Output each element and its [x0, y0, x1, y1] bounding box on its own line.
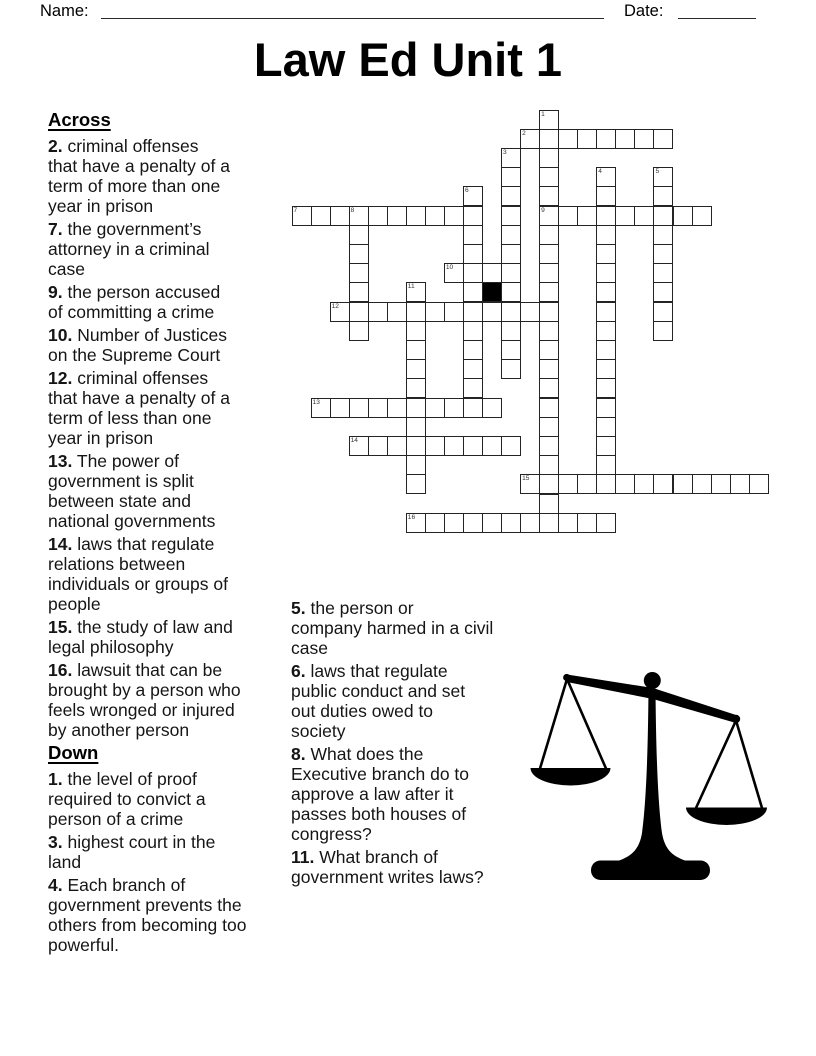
grid-cell[interactable] — [406, 206, 426, 226]
grid-cell[interactable] — [463, 244, 483, 264]
clue-number: 4. — [48, 875, 63, 895]
scales-right-pan — [686, 808, 767, 826]
clue-line: attorney in a criminal — [48, 239, 210, 259]
grid-cell[interactable] — [292, 206, 312, 226]
grid-cell[interactable] — [692, 474, 712, 494]
grid-cell[interactable] — [539, 110, 559, 130]
grid-cell[interactable] — [501, 206, 521, 226]
grid-cell[interactable] — [501, 263, 521, 283]
grid-cell[interactable] — [539, 302, 559, 322]
grid-cell[interactable] — [653, 129, 673, 149]
grid-cell[interactable] — [539, 148, 559, 168]
clue-line: 3. highest court in the — [48, 832, 216, 852]
grid-cell[interactable] — [539, 494, 559, 514]
clue-line: case — [48, 259, 85, 279]
cell-number: 3 — [503, 148, 507, 156]
clue-number: 3. — [48, 832, 63, 852]
grid-cell[interactable] — [596, 186, 616, 206]
grid-cell[interactable] — [425, 206, 445, 226]
grid-cell[interactable] — [558, 513, 578, 533]
down-heading: Down — [48, 742, 99, 763]
scales-left-pan — [531, 768, 611, 786]
clue-across-13 — [48, 451, 286, 531]
grid-cell[interactable] — [558, 474, 578, 494]
scales-base — [591, 861, 710, 881]
grid-cell[interactable] — [463, 359, 483, 379]
grid-cell[interactable] — [463, 206, 483, 226]
grid-cell[interactable] — [406, 513, 426, 533]
clue-line: on the Supreme Court — [48, 345, 221, 365]
grid-cell[interactable] — [653, 302, 673, 322]
grid-cell[interactable] — [349, 282, 369, 302]
grid-cell[interactable] — [596, 436, 616, 456]
grid-cell[interactable] — [653, 186, 673, 206]
grid-cell[interactable] — [596, 167, 616, 187]
grid-cell[interactable] — [634, 474, 654, 494]
clue-line: between state and — [48, 491, 192, 511]
grid-cell[interactable] — [463, 186, 483, 206]
clue-line: case — [291, 638, 328, 658]
grid-cell[interactable] — [596, 340, 616, 360]
grid-cell[interactable] — [653, 225, 673, 245]
clue-line: approve a law after it — [291, 784, 454, 804]
grid-cell[interactable] — [539, 378, 559, 398]
grid-cell[interactable] — [520, 129, 540, 149]
grid-cell[interactable] — [368, 436, 388, 456]
grid-cell[interactable] — [577, 474, 597, 494]
clue-across-12 — [48, 368, 286, 448]
grid-cell[interactable] — [539, 398, 559, 418]
grid-cell[interactable] — [653, 167, 673, 187]
grid-cell[interactable] — [596, 225, 616, 245]
cell-number: 15 — [522, 475, 530, 483]
cell-number: 1 — [541, 110, 545, 118]
grid-cell[interactable] — [501, 340, 521, 360]
cell-number: 14 — [350, 436, 358, 444]
grid-cell[interactable] — [463, 513, 483, 533]
grid-cell[interactable] — [387, 206, 407, 226]
cell-number: 16 — [407, 513, 416, 521]
grid-cell[interactable] — [463, 282, 483, 302]
grid-cell[interactable] — [406, 436, 426, 456]
grid-cell[interactable] — [539, 206, 559, 226]
clue-line: public conduct and set — [291, 681, 466, 701]
grid-cell[interactable] — [444, 206, 464, 226]
clue-line: government prevents the — [48, 895, 242, 915]
clue-line: 1. the level of proof — [48, 769, 197, 789]
grid-cell[interactable] — [349, 225, 369, 245]
grid-cell[interactable] — [501, 321, 521, 341]
grid-cell[interactable] — [406, 302, 426, 322]
grid-cell[interactable] — [330, 206, 350, 226]
grid-cell[interactable] — [501, 359, 521, 379]
grid-cell[interactable] — [501, 186, 521, 206]
grid-cell[interactable] — [330, 398, 350, 418]
clue-number: 2. — [48, 136, 63, 156]
clue-number: 11. — [291, 847, 315, 867]
grid-cell[interactable] — [539, 455, 559, 475]
grid-cell[interactable] — [539, 186, 559, 206]
clue-line: government is split — [48, 471, 194, 491]
clue-number: 9. — [48, 282, 63, 302]
grid-cell[interactable] — [406, 340, 426, 360]
grid-cell[interactable] — [349, 321, 369, 341]
grid-cell[interactable] — [482, 263, 502, 283]
clue-across-9 — [48, 282, 286, 322]
clues-middle-column — [291, 598, 535, 890]
grid-cell[interactable] — [539, 417, 559, 437]
grid-cell[interactable] — [387, 436, 407, 456]
clue-line: of committing a crime — [48, 302, 215, 322]
clue-line: individuals or groups of — [48, 574, 228, 594]
grid-cell[interactable] — [349, 244, 369, 264]
clue-line: 11. What branch of — [291, 847, 438, 867]
grid-cell[interactable] — [653, 282, 673, 302]
clue-line: land — [48, 852, 82, 872]
grid-cell[interactable] — [615, 129, 635, 149]
grid-cell[interactable] — [577, 129, 597, 149]
clue-line: 6. laws that regulate — [291, 661, 448, 681]
clue-down-1 — [48, 769, 286, 829]
clue-line: term of less than one — [48, 408, 212, 428]
clue-line: 5. the person or — [291, 598, 414, 618]
grid-cell[interactable] — [444, 263, 464, 283]
grid-cell[interactable] — [463, 340, 483, 360]
clue-line: 14. laws that regulate — [48, 534, 215, 554]
grid-cell[interactable] — [539, 340, 559, 360]
scales-pillar — [616, 690, 688, 862]
clue-line: 12. criminal offenses — [48, 368, 209, 388]
grid-cell[interactable] — [653, 474, 673, 494]
grid-cell[interactable] — [596, 455, 616, 475]
clues-left-column — [48, 110, 286, 958]
grid-cell[interactable] — [653, 206, 673, 226]
clue-line: 13. The power of — [48, 451, 180, 471]
grid-cell[interactable] — [406, 398, 426, 418]
name-label: Name: — [40, 2, 89, 20]
grid-cell[interactable] — [596, 244, 616, 264]
clue-line: 4. Each branch of — [48, 875, 186, 895]
grid-cell[interactable] — [349, 206, 369, 226]
grid-cell[interactable] — [596, 321, 616, 341]
clue-line: government writes laws? — [291, 867, 484, 887]
grid-cell[interactable] — [368, 206, 388, 226]
grid-cell[interactable] — [558, 206, 578, 226]
cell-number: 7 — [293, 206, 298, 214]
grid-cell[interactable] — [406, 378, 426, 398]
grid-cell[interactable] — [577, 206, 597, 226]
clue-line: that have a penalty of a — [48, 156, 230, 176]
cell-number: 4 — [598, 168, 602, 176]
clue-line: relations between — [48, 554, 186, 574]
grid-cell[interactable] — [501, 282, 521, 302]
grid-cell[interactable] — [387, 302, 407, 322]
grid-cell[interactable] — [615, 206, 635, 226]
cell-number: 13 — [312, 398, 320, 406]
grid-cell[interactable] — [596, 359, 616, 379]
grid-cell[interactable] — [596, 302, 616, 322]
clue-line: Executive branch do to — [291, 764, 470, 784]
grid-cell[interactable] — [692, 206, 712, 226]
clue-line: company harmed in a civil — [291, 618, 494, 638]
grid-cell[interactable] — [653, 321, 673, 341]
clue-across-2 — [48, 136, 286, 216]
grid-cell[interactable] — [539, 167, 559, 187]
grid-cell[interactable] — [634, 129, 654, 149]
grid-cell[interactable] — [596, 129, 616, 149]
grid-cell[interactable] — [501, 513, 521, 533]
clue-line: society — [291, 721, 346, 741]
grid-cell[interactable] — [539, 225, 559, 245]
clue-line: by another person — [48, 720, 190, 740]
grid-cell[interactable] — [425, 513, 445, 533]
grid-cell[interactable] — [596, 417, 616, 437]
clue-line: 10. Number of Justices — [48, 325, 227, 345]
grid-cell[interactable] — [520, 302, 540, 322]
grid-cell[interactable] — [501, 225, 521, 245]
grid-cell[interactable] — [596, 474, 616, 494]
grid-cell[interactable] — [330, 302, 350, 322]
grid-cell[interactable] — [482, 398, 502, 418]
grid-cell[interactable] — [501, 302, 521, 322]
grid-cell[interactable] — [444, 302, 464, 322]
clue-number: 16. — [48, 660, 73, 680]
grid-cell[interactable] — [463, 436, 483, 456]
grid-cell[interactable] — [539, 436, 559, 456]
grid-cell[interactable] — [311, 398, 331, 418]
grid-cell[interactable] — [463, 321, 483, 341]
clue-across-16 — [48, 660, 286, 740]
clue-number: 5. — [291, 598, 306, 618]
clue-line: 8. What does the — [291, 744, 424, 764]
clue-line: 9. the person accused — [48, 282, 221, 302]
clue-line: that have a penalty of a — [48, 388, 230, 408]
grid-cell[interactable] — [425, 302, 445, 322]
grid-cell[interactable] — [463, 378, 483, 398]
cell-number: 6 — [464, 187, 469, 195]
grid-cell[interactable] — [615, 474, 635, 494]
clue-number: 7. — [48, 219, 63, 239]
scales-top-knob — [644, 672, 661, 689]
grid-cell[interactable] — [539, 263, 559, 283]
grid-cell[interactable] — [406, 474, 426, 494]
cell-number: 5 — [655, 168, 660, 176]
grid-cell[interactable] — [596, 378, 616, 398]
page-title: Law Ed Unit 1 — [253, 33, 563, 86]
grid-cell[interactable] — [406, 359, 426, 379]
grid-cell[interactable] — [406, 282, 426, 302]
clue-across-15 — [48, 617, 286, 657]
grid-cell[interactable] — [349, 436, 369, 456]
clue-down-5 — [291, 598, 535, 658]
clue-number: 8. — [291, 744, 306, 764]
grid-cell[interactable] — [463, 398, 483, 418]
grid-cell[interactable] — [653, 244, 673, 264]
clue-line: people — [48, 594, 101, 614]
clue-number: 15. — [48, 617, 73, 637]
grid-cell[interactable] — [596, 206, 616, 226]
grid-cell[interactable] — [501, 148, 521, 168]
clue-down-4 — [48, 875, 286, 955]
clue-across-10 — [48, 325, 286, 365]
clue-line: 15. the study of law and — [48, 617, 233, 637]
grid-cell[interactable] — [482, 302, 502, 322]
cell-number: 12 — [331, 302, 339, 310]
grid-cell[interactable] — [539, 321, 559, 341]
cell-number: 8 — [350, 206, 355, 214]
clue-number: 13. — [48, 451, 73, 471]
grid-cell[interactable] — [406, 321, 426, 341]
grid-cell[interactable] — [539, 513, 559, 533]
clue-number: 12. — [48, 368, 73, 388]
grid-cell[interactable] — [539, 359, 559, 379]
grid-cell[interactable] — [749, 474, 769, 494]
clue-line: feels wronged or injured — [48, 700, 235, 720]
clue-across-14 — [48, 534, 286, 614]
grid-cell[interactable] — [349, 398, 369, 418]
grid-cell[interactable] — [653, 263, 673, 283]
clue-line: legal philosophy — [48, 637, 174, 657]
clue-line: year in prison — [48, 196, 154, 216]
clue-line: person of a crime — [48, 809, 184, 829]
grid-cell[interactable] — [444, 398, 464, 418]
cell-number: 2 — [522, 129, 526, 137]
clue-down-8 — [291, 744, 535, 844]
clue-line: required to convict a — [48, 789, 206, 809]
grid-cell[interactable] — [349, 263, 369, 283]
grid-cell[interactable] — [520, 474, 540, 494]
grid-cell[interactable] — [501, 436, 521, 456]
grid-cell[interactable] — [444, 513, 464, 533]
grid-cell[interactable] — [311, 206, 331, 226]
cell-number: 10 — [445, 264, 454, 272]
grid-cell[interactable] — [711, 474, 731, 494]
grid-cell[interactable] — [673, 206, 693, 226]
grid-cell[interactable] — [730, 474, 750, 494]
scales-of-justice-illustration — [510, 650, 800, 900]
clue-line: year in prison — [48, 428, 154, 448]
grid-cell[interactable] — [596, 398, 616, 418]
grid-cell[interactable] — [501, 244, 521, 264]
grid-cell[interactable] — [539, 282, 559, 302]
grid-cell[interactable] — [406, 455, 426, 475]
grid-cell[interactable] — [387, 398, 407, 418]
scales-left-strings — [540, 679, 606, 769]
clue-line: congress? — [291, 824, 372, 844]
clue-line: powerful. — [48, 935, 120, 955]
clue-line: national governments — [48, 511, 216, 531]
clue-across-7 — [48, 219, 286, 279]
grid-cell[interactable] — [425, 398, 445, 418]
grid-cell[interactable] — [482, 513, 502, 533]
clue-line: 2. criminal offenses — [48, 136, 199, 156]
grid-cell[interactable] — [425, 436, 445, 456]
cell-number: 9 — [541, 206, 545, 214]
clue-number: 1. — [48, 769, 63, 789]
grid-cell[interactable] — [368, 398, 388, 418]
clue-line: 7. the government’s — [48, 219, 202, 239]
grid-cell[interactable] — [463, 225, 483, 245]
clue-line: term of more than one — [48, 176, 221, 196]
grid-cell[interactable] — [349, 302, 369, 322]
clue-number: 14. — [48, 534, 73, 554]
grid-cell[interactable] — [539, 244, 559, 264]
grid-cell[interactable] — [463, 263, 483, 283]
clue-down-6 — [291, 661, 535, 741]
clue-down-3 — [48, 832, 286, 872]
clue-number: 6. — [291, 661, 306, 681]
grid-cell[interactable] — [539, 474, 559, 494]
clue-number: 10. — [48, 325, 73, 345]
grid-cell[interactable] — [539, 129, 559, 149]
date-label: Date: — [624, 2, 664, 20]
grid-cell[interactable] — [596, 282, 616, 302]
grid-cell[interactable] — [368, 302, 388, 322]
grid-cell[interactable] — [673, 474, 693, 494]
grid-cell[interactable] — [482, 436, 502, 456]
clue-line: 16. lawsuit that can be — [48, 660, 223, 680]
grid-cell[interactable] — [520, 513, 540, 533]
grid-cell[interactable] — [634, 206, 654, 226]
grid-cell[interactable] — [596, 263, 616, 283]
clue-down-11 — [291, 847, 535, 887]
grid-cell[interactable] — [596, 513, 616, 533]
grid-cell[interactable] — [501, 167, 521, 187]
grid-black-cell — [482, 282, 502, 302]
grid-cell[interactable] — [463, 302, 483, 322]
grid-cell[interactable] — [444, 436, 464, 456]
grid-cell[interactable] — [577, 513, 597, 533]
clue-line: out duties owed to — [291, 701, 434, 721]
across-heading: Across — [48, 109, 111, 130]
grid-cell[interactable] — [406, 417, 426, 437]
clue-line: passes both houses of — [291, 804, 467, 824]
grid-cell[interactable] — [558, 129, 578, 149]
clue-line: brought by a person who — [48, 680, 241, 700]
clue-line: others from becoming too — [48, 915, 247, 935]
scales-right-strings — [696, 721, 762, 809]
cell-number: 11 — [407, 283, 415, 291]
